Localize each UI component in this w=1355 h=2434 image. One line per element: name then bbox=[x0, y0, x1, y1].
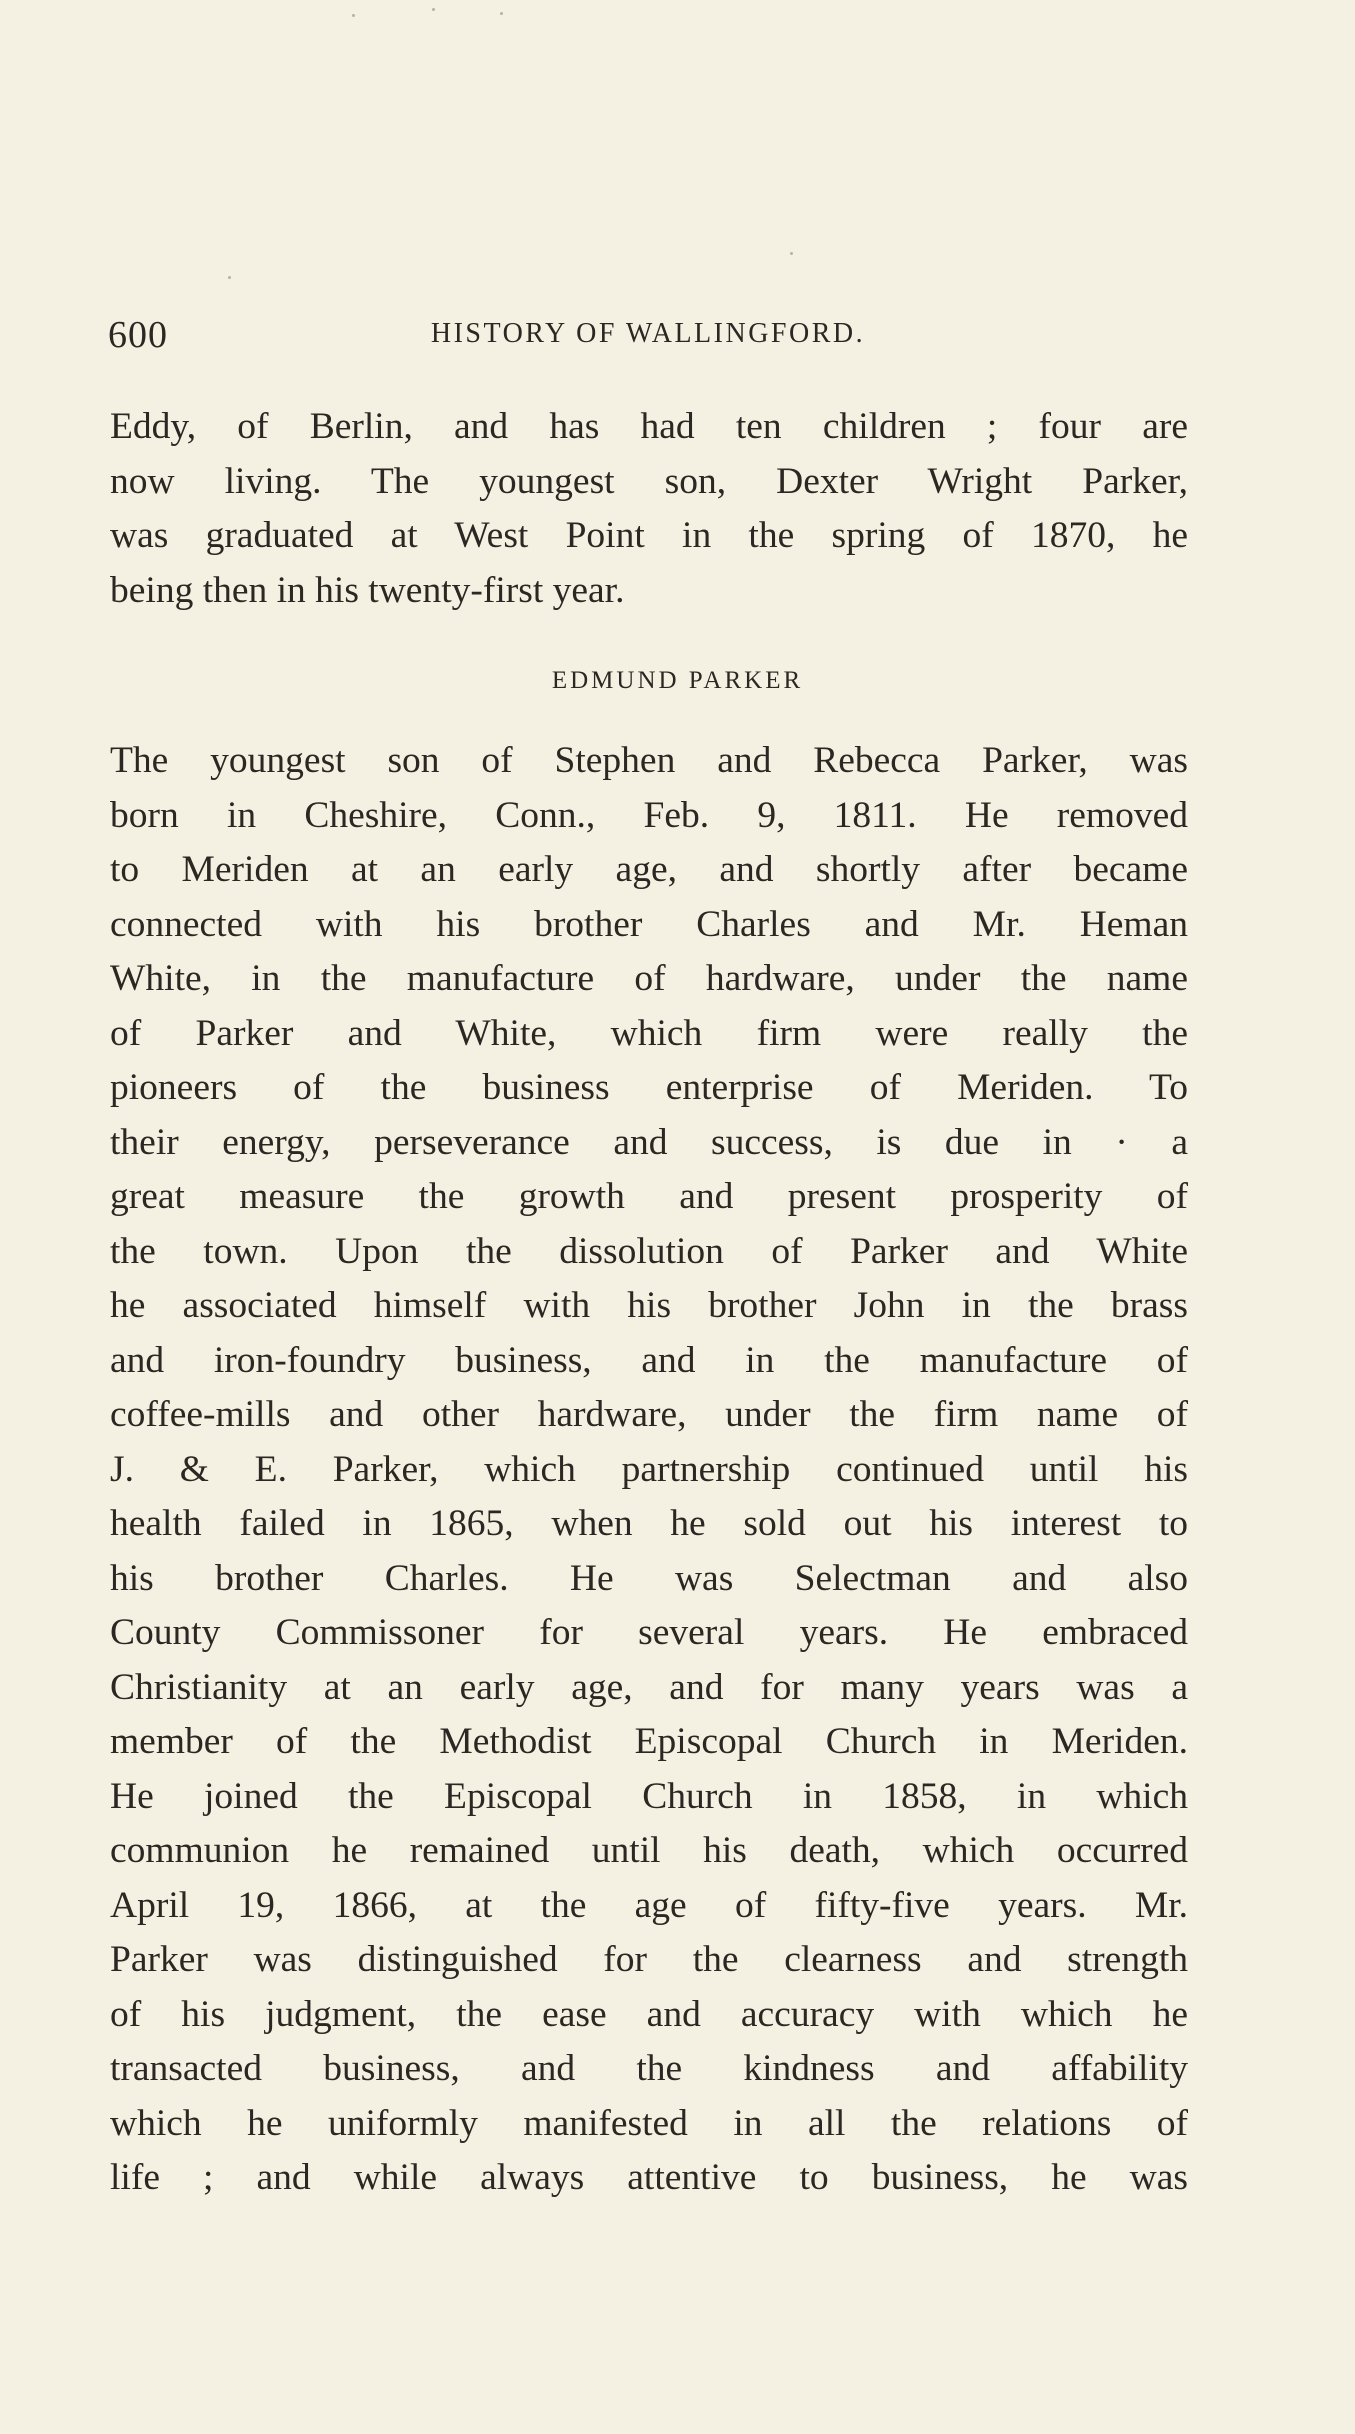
paper-speck bbox=[432, 8, 435, 11]
biography-paragraph bbox=[110, 734, 1188, 2206]
text-line: the town. Upon the dissolution of Parker and White bbox=[110, 1230, 1188, 1272]
paper-speck bbox=[228, 276, 231, 279]
text-line: The youngest son of Stephen and Rebecca Parker, was bbox=[110, 740, 1188, 781]
page-number: 600 bbox=[108, 314, 168, 356]
text-line: Eddy, of Berlin, and has had ten children ; four are bbox=[110, 406, 1188, 447]
text-line: he associated himself with his brother John in the brass bbox=[110, 1285, 1188, 1326]
running-head: HISTORY OF WALLINGFORD. bbox=[430, 318, 866, 349]
text-line: transacted business, and the kindness and affability bbox=[110, 2048, 1188, 2089]
text-line: connected with his brother Charles and Mr. Heman bbox=[110, 903, 1188, 945]
text-line: Parker was distinguished for the clearness and strength bbox=[110, 1939, 1188, 1980]
section-heading: EDMUND PARKER bbox=[551, 667, 804, 694]
text-line: J. & E. Parker, which partnership continued until his bbox=[110, 1448, 1188, 1490]
text-line: Christianity at an early age, and for many years was a bbox=[110, 1666, 1188, 1708]
text-line: great measure the growth and present prosperity of bbox=[110, 1176, 1188, 1217]
page-header bbox=[108, 313, 1188, 363]
text-line: communion he remained until his death, which occurred bbox=[110, 1830, 1188, 1871]
text-line: pioneers of the business enterprise of Meriden. To bbox=[110, 1067, 1188, 1108]
text-line: his brother Charles. He was Selectman and also bbox=[110, 1557, 1188, 1599]
text-line: born in Cheshire, Conn., Feb. 9, 1811. He removed bbox=[110, 794, 1188, 836]
paper-speck bbox=[500, 12, 503, 15]
text-line: He joined the Episcopal Church in 1858, in which bbox=[110, 1775, 1188, 1817]
paragraph-continued bbox=[110, 400, 1188, 618]
text-line: member of the Methodist Episcopal Church in Meriden. bbox=[110, 1721, 1188, 1762]
text-line: life ; and while always attentive to business, he was bbox=[110, 2157, 1188, 2198]
text-line: now living. The youngest son, Dexter Wright Parker, bbox=[110, 460, 1188, 502]
text-line: and iron-foundry business, and in the manufacture of bbox=[110, 1339, 1188, 1381]
text-line: coffee-mills and other hardware, under the firm name of bbox=[110, 1394, 1188, 1435]
text-line: April 19, 1866, at the age of fifty-five years. Mr. bbox=[110, 1884, 1188, 1926]
text-line: being then in his twenty-first year. bbox=[110, 569, 625, 611]
text-line: which he uniformly manifested in all the relations of bbox=[110, 2102, 1188, 2144]
text-line: their energy, perseverance and success, is due in · a bbox=[110, 1121, 1188, 1163]
text-line: health failed in 1865, when he sold out his interest to bbox=[110, 1503, 1188, 1544]
paper-speck bbox=[790, 252, 793, 255]
text-line: to Meriden at an early age, and shortly after became bbox=[110, 849, 1188, 890]
text-line: of Parker and White, which firm were really the bbox=[110, 1012, 1188, 1054]
text-line: County Commissoner for several years. He embraced bbox=[110, 1612, 1188, 1653]
paper-speck bbox=[352, 14, 355, 17]
text-line: was graduated at West Point in the spring of 1870, he bbox=[110, 515, 1188, 556]
text-line: of his judgment, the ease and accuracy with which he bbox=[110, 1993, 1188, 2035]
text-line: White, in the manufacture of hardware, under the name bbox=[110, 958, 1188, 999]
